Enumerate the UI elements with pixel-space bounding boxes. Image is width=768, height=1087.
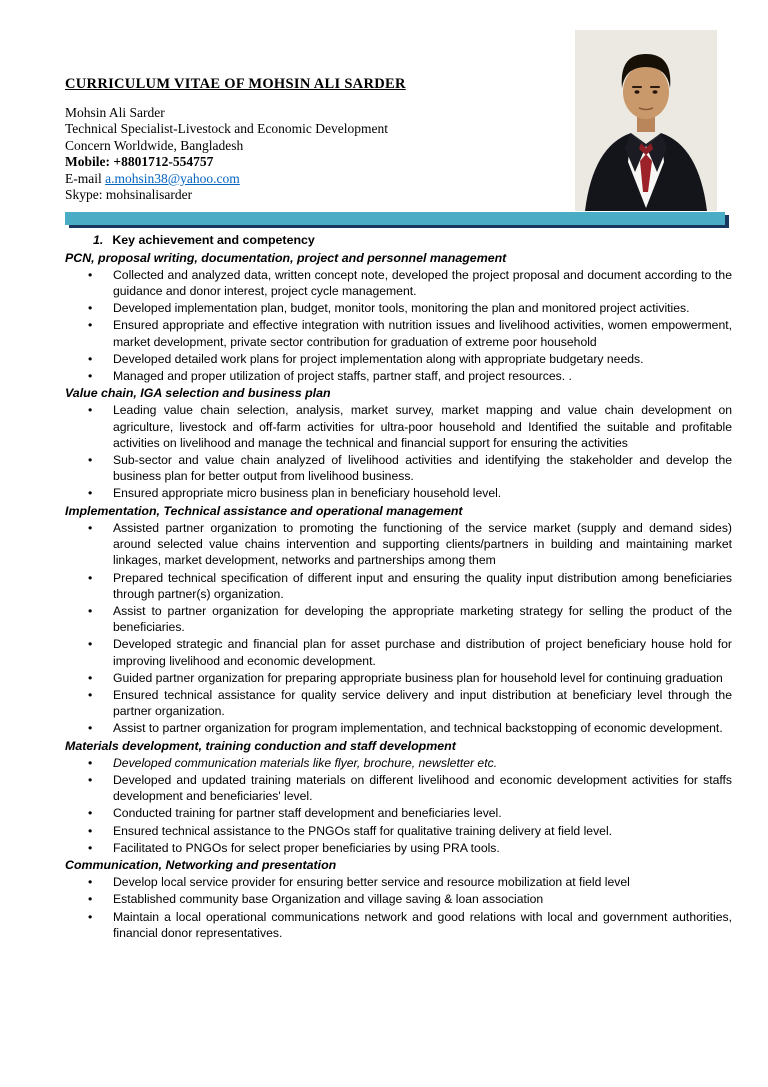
contact-job-title: Technical Specialist-Livestock and Economic Development [65, 121, 388, 137]
bullet-text: Assist to partner organization for developing the appropriate marketing strategy for selling the product of the beneficiaries. [113, 603, 732, 635]
mobile-label: Mobile: [65, 154, 110, 170]
section-number: 1. [93, 233, 104, 248]
bullet-item [65, 520, 732, 569]
bullet-text: Developed and updated training materials on different livelihood and economic development activities for staffs development and beneficiaries' level. [113, 772, 732, 804]
divider-bar [65, 212, 725, 225]
bullet-item [65, 670, 732, 686]
bullet-icon: • [88, 351, 93, 366]
email-label: E-mail [65, 170, 102, 186]
contact-name: Mohsin Ali Sarder [65, 105, 165, 120]
bullet-item [65, 823, 732, 839]
bullet-item [65, 317, 732, 349]
bullet-icon: • [88, 670, 93, 685]
subsection-heading: Communication, Networking and presentation [65, 857, 337, 872]
contact-organization: Concern Worldwide, Bangladesh [65, 137, 244, 153]
bullet-list [65, 402, 732, 501]
skype-label: Skype: [65, 187, 103, 203]
contact-skype [65, 187, 732, 203]
bullet-item [65, 687, 732, 719]
bullet-icon: • [88, 687, 93, 702]
bullet-text: Ensured appropriate micro business plan in beneficiary household level. [113, 486, 502, 501]
bullet-icon: • [88, 603, 93, 618]
bullet-text: Developed detailed work plans for project implementation along with appropriate budgetary needs. [113, 351, 644, 366]
bullet-icon: • [88, 369, 93, 384]
bullet-text: Ensured technical assistance to the PNGOs staff for qualitative training delivery at field level. [113, 823, 613, 838]
subsections [65, 250, 732, 941]
contact-block [65, 105, 732, 203]
bullet-icon: • [88, 267, 93, 282]
bullet-icon: • [88, 453, 93, 468]
bullet-icon: • [88, 403, 93, 418]
bullet-list [65, 267, 732, 384]
bullet-icon: • [88, 570, 93, 585]
bullet-text: Collected and analyzed data, written concept note, developed the project proposal and document according to the guidance and donor interest, project cycle management. [113, 267, 732, 299]
bullet-text: Managed and proper utilization of project staffs, partner staff, and project resources. . [113, 369, 572, 384]
bullet-list [65, 520, 732, 737]
contact-mobile [65, 154, 732, 170]
bullet-list [65, 874, 732, 941]
bullet-text: Conducted training for partner staff development and beneficiaries level. [113, 806, 502, 821]
bullet-text: Developed implementation plan, budget, monitor tools, monitoring the plan and monitored project activities. [113, 301, 690, 316]
bullet-item [65, 840, 732, 856]
bullet-icon: • [88, 806, 93, 821]
bullet-text: Prepared technical specification of different input and ensuring the quality input distribution among beneficiaries through partner(s) organization. [113, 570, 732, 601]
bullet-text: Assisted partner organization to promoting the functioning of the service market (supply and demand sides) around selected value chains intervention and supporting clients/partners in building and maintaining market linkages, market development, networks and partnerships among them [113, 520, 732, 568]
bullet-text: Develop local service provider for ensuring better service and resource mobilization at field level [113, 875, 630, 890]
bullet-text: Ensured appropriate and effective integration with nutrition issues and livelihood activities, women empowerment, market development, private sector contribution for graduation of extreme poor household [113, 318, 732, 349]
bullet-item [65, 636, 732, 668]
bullet-icon: • [88, 637, 93, 652]
bullet-item [65, 603, 732, 635]
bullet-text: Leading value chain selection, analysis, market survey, market mapping and value chain development on agriculture, livestock and off-farm activities for ultra-poor household and Identified the suitable and profitable activities on livelihood and manage the technical and financial support for ensuring the activities [113, 403, 732, 450]
bullet-item [65, 402, 732, 451]
bullet-text: Facilitated to PNGOs for select proper beneficiaries by using PRA tools. [113, 840, 500, 855]
bullet-item [65, 300, 732, 316]
subsection-heading: Value chain, IGA selection and business plan [65, 386, 331, 401]
bullet-item [65, 755, 732, 771]
cv-content [65, 76, 732, 942]
bullet-icon: • [88, 721, 93, 736]
skype-value: mohsinalisarder [105, 187, 193, 203]
bullet-text: Assist to partner organization for program implementation, and technical backstopping of economic development. [113, 721, 723, 736]
bullet-text: Ensured technical assistance for quality service delivery and input distribution at beneficiary level through the partner organization. [113, 687, 732, 719]
section-heading [93, 232, 732, 248]
bullet-item [65, 720, 732, 736]
mobile-value: +8801712-554757 [113, 154, 214, 170]
bullet-text: Developed strategic and financial plan for asset purchase and distribution of project beneficiary house hold for improving livelihood and economic development. [113, 637, 732, 668]
bullet-item [65, 452, 732, 484]
bullet-icon: • [88, 318, 93, 333]
subsection-heading: Materials development, training conduction and staff development [65, 738, 456, 753]
bullet-text: Sub-sector and value chain analyzed of livelihood activities and identifying the stakeholder and develop the business plan for better output from livelihood business. [113, 453, 732, 484]
bullet-text: Maintain a local operational communications network and good relations with local and government authorities, financial donor representatives. [113, 909, 732, 940]
bullet-icon: • [88, 909, 93, 924]
bullet-icon: • [88, 823, 93, 838]
bullet-item [65, 874, 732, 890]
document-title: CURRICULUM VITAE OF MOHSIN ALI SARDER [65, 76, 406, 92]
bullet-icon: • [88, 875, 93, 890]
bullet-item [65, 351, 732, 367]
bullet-item [65, 570, 732, 602]
subsection-heading: Implementation, Technical assistance and operational management [65, 503, 463, 518]
bullet-icon: • [88, 755, 93, 770]
bullet-text: Established community base Organization and village saving & loan association [113, 892, 544, 907]
subsection-heading: PCN, proposal writing, documentation, project and personnel management [65, 250, 507, 265]
bullet-item [65, 891, 732, 907]
bullet-icon: • [88, 520, 93, 535]
bullet-item [65, 368, 732, 384]
bullet-icon: • [88, 892, 93, 907]
bullet-item [65, 805, 732, 821]
bullet-item [65, 267, 732, 299]
bullet-icon: • [88, 772, 93, 787]
section-title: Key achievement and competency [112, 233, 315, 248]
email-link[interactable]: a.mohsin38@yahoo.com [105, 170, 240, 186]
bullet-item [65, 772, 732, 804]
bullet-icon: • [88, 840, 93, 855]
bullet-text: Guided partner organization for preparing appropriate business plan for household level for continuing graduation [113, 670, 723, 685]
bullet-item [65, 485, 732, 501]
bullet-text: Developed communication materials like flyer, brochure, newsletter etc. [113, 755, 498, 770]
contact-email [65, 171, 732, 187]
bullet-item [65, 909, 732, 941]
bullet-icon: • [88, 301, 93, 316]
bullet-icon: • [88, 486, 93, 501]
bullet-list [65, 755, 732, 856]
